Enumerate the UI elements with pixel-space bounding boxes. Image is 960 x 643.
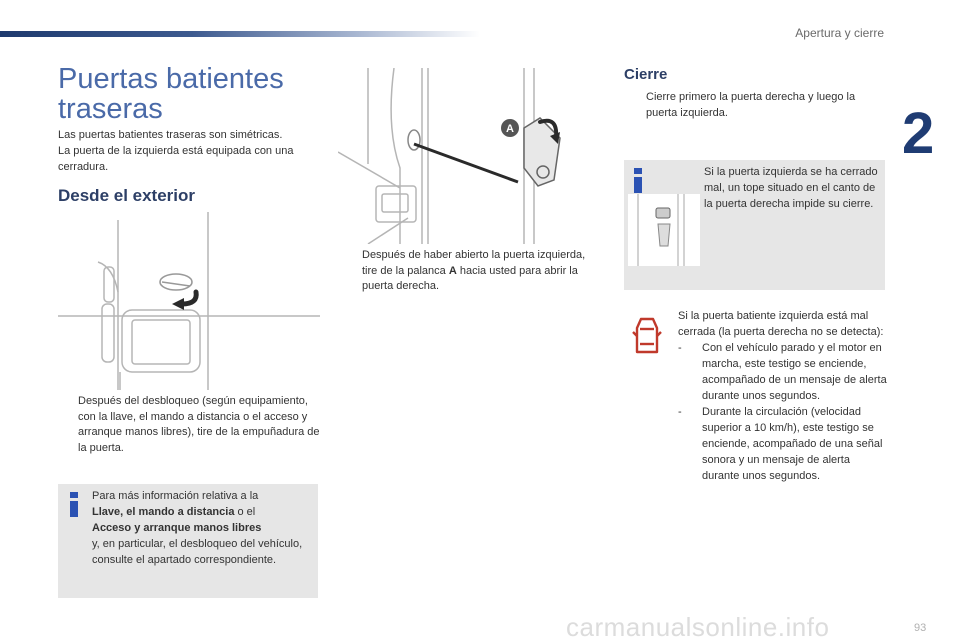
info-box-llave bbox=[58, 484, 318, 598]
reference-acceso: Acceso y arranque manos libres bbox=[92, 522, 262, 534]
heading-cierre: Cierre bbox=[624, 66, 668, 83]
chapter-number: 2 bbox=[902, 101, 935, 166]
rear-door-handle-illustration bbox=[58, 212, 320, 390]
reference-llave: Llave, el mando a distancia bbox=[92, 506, 235, 518]
info-text-llave: Para más información relativa a la Llave, el mando a distancia o el Acceso y arranque manos libres y, en particular, el desbloqueo del vehículo, consulte el apartado correspondiente. bbox=[92, 490, 303, 566]
door-stop-illustration bbox=[628, 194, 700, 266]
door-open-warning-icon bbox=[630, 316, 664, 356]
lever-a-label: A bbox=[506, 123, 514, 135]
header-accent-bar bbox=[0, 31, 480, 37]
bullet-cierre: Cierre primero la puerta derecha y luego la puerta izquierda. bbox=[646, 91, 856, 119]
page-title: Puertas batientes traseras bbox=[58, 63, 284, 125]
warning-item: - Con el vehículo parado y el motor en marcha, este testigo se enciende, acompañado de un mensaje de alerta durante unos segundos. bbox=[678, 342, 887, 402]
page-number: 93 bbox=[914, 622, 927, 634]
info-box-tope bbox=[624, 160, 885, 290]
lever-a-illustration bbox=[338, 68, 600, 244]
warning-item: - Durante la circulación (velocidad superior a 10 km/h), este testigo se enciende, acompañado de una señal sonora y un mensaje de alerta durante unos segundos. bbox=[678, 406, 883, 482]
bullet-desbloqueo: Después del desbloqueo (según equipamiento, con la llave, el mando a distancia o el acceso y arranque manos libres), tire de la empuñadura de la puerta. bbox=[78, 395, 320, 454]
heading-desde-exterior: Desde el exterior bbox=[58, 186, 196, 205]
section-title: Apertura y cierre bbox=[795, 26, 884, 40]
bullet-palanca-a: Después de haber abierto la puerta izquierda, tire de la palanca A hacia usted para abrir la puerta derecha. bbox=[362, 249, 586, 292]
warning-text: Si la puerta batiente izquierda está mal cerrada (la puerta derecha no se detecta): - Con el vehículo parado y el motor en marcha, este testigo se enciende, acompañado de un mensaje de alerta durante unos segundos. - Durante la circulación (velocidad superior a 10 km/h), este testigo se enciende, acompañado de una señal sonora y un mensaje de alerta durante unos segundos. bbox=[678, 310, 887, 482]
intro-paragraph: Las puertas batientes traseras son simétricas. La puerta de la izquierda está equipada con una cerradura. bbox=[58, 129, 294, 173]
info-text-tope: Si la puerta izquierda se ha cerrado mal, un tope situado en el canto de la puerta derecha impide su cierre. bbox=[704, 166, 878, 210]
watermark: carmanualsonline.info bbox=[566, 612, 830, 642]
